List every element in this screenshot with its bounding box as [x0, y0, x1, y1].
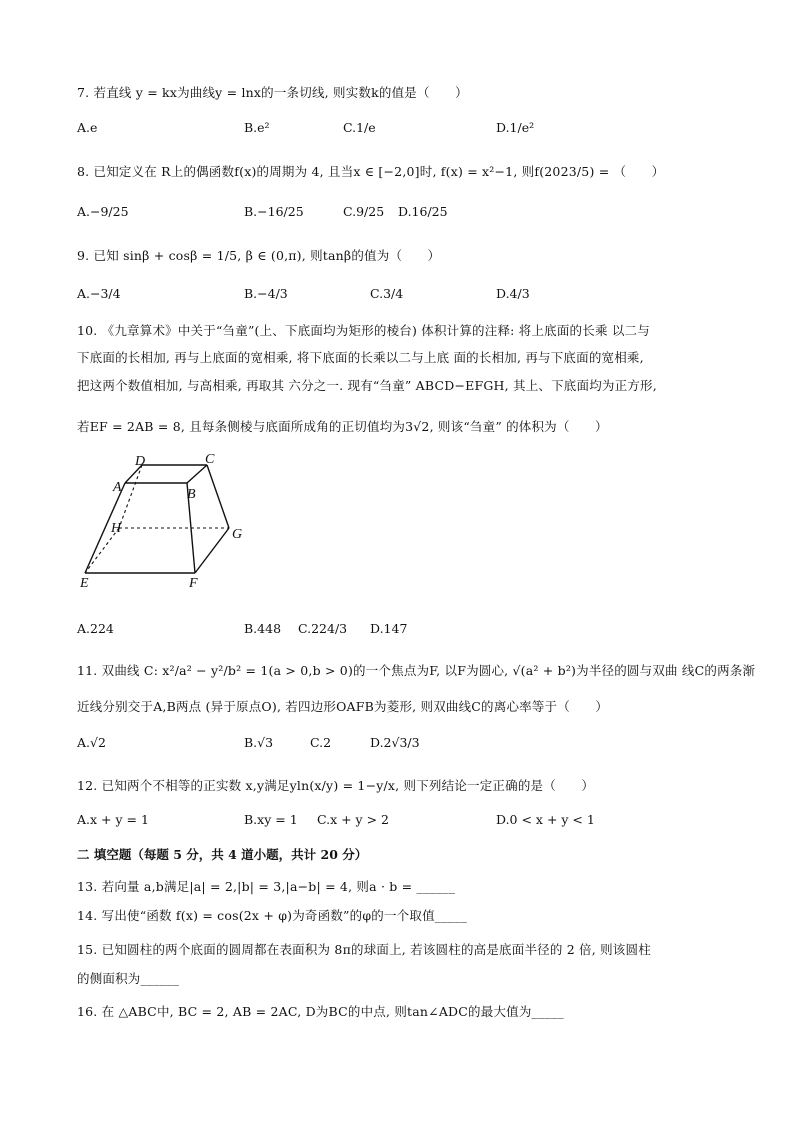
vertex-label-f: F: [189, 576, 198, 591]
q11-option-b: B.√3: [244, 735, 274, 750]
question-10-line-4: 若EF = 2AB = 8, 且每条侧棱与底面所成角的正切值均为3√2, 则该“刍童” 的体积为（ ）: [77, 419, 608, 434]
q10-option-b: B.448: [244, 621, 282, 636]
q8-option-c: C.9/25: [343, 204, 385, 219]
q10-option-c: C.224/3: [298, 621, 348, 636]
question-15-line-2: 的侧面积为______: [77, 971, 180, 986]
q11-option-d: D.2√3/3: [370, 735, 420, 750]
question-9: 9. 已知 sinβ + cosβ = 1/5, β ∈ (0,π), 则tanβ的值为（ ）: [77, 248, 441, 263]
q11-option-a: A.√2: [77, 735, 106, 750]
question-14: 14. 写出使“函数 f(x) = cos(2x + φ)为奇函数”的φ的一个取值_____: [77, 908, 468, 923]
question-16: 16. 在 △ABC中, BC = 2, AB = 2AC, D为BC的中点, 则tan∠ADC的最大值为_____: [77, 1004, 564, 1019]
vertex-label-b: B: [187, 487, 196, 502]
q11-option-c: C.2: [310, 735, 332, 750]
question-13: 13. 若向量 a,b满足|a| = 2,|b| = 3,|a−b| = 4, 则a · b = ______: [77, 879, 456, 894]
question-8: 8. 已知定义在 R上的偶函数f(x)的周期为 4, 且当x ∈ [−2,0]时, f(x) = x²−1, 则f(2023/5) = （ ）: [77, 164, 665, 179]
section-2-heading: 二 填空题（每题 5 分，共 4 道小题，共计 20 分）: [77, 847, 368, 862]
q9-option-b: B.−4/3: [244, 286, 288, 301]
q12-option-c: C.x + y > 2: [317, 812, 389, 827]
vertex-label-h: H: [111, 521, 122, 536]
q7-option-b: B.e²: [244, 120, 270, 135]
q7-option-a: A.e: [77, 120, 98, 135]
q8-option-b: B.−16/25: [244, 204, 304, 219]
q7-option-d: D.1/e²: [496, 120, 535, 135]
q7-option-c: C.1/e: [343, 120, 376, 135]
vertex-label-d: D: [135, 454, 146, 469]
question-15-line-1: 15. 已知圆柱的两个底面的圆周都在表面积为 8π的球面上, 若该圆柱的高是底面半径的 2 倍, 则该圆柱: [77, 942, 651, 957]
q10-option-d: D.147: [370, 621, 408, 636]
q10-option-a: A.224: [77, 621, 114, 636]
question-10-line-1: 10. 《九章算术》中关于“刍童”(上、下底面均为矩形的棱台) 体积计算的注释: 将上底面的长乘 以二与: [77, 323, 650, 338]
question-10-line-2: 下底面的长相加, 再与上底面的宽相乘, 将下底面的长乘以二与上底 面的长相加, 再与下底面的宽相乘,: [77, 350, 644, 365]
frustum-figure: [77, 453, 277, 603]
question-12: 12. 已知两个不相等的正实数 x,y满足yln(x/y) = 1−y/x, 则下列结论一定正确的是（ ）: [77, 778, 595, 793]
q8-option-a: A.−9/25: [77, 204, 129, 219]
question-10-line-3: 把这两个数值相加, 与高相乘, 再取其 六分之一. 现有“刍童” ABCD−EFGH, 其上、下底面均为正方形,: [77, 378, 657, 393]
q8-option-d: D.16/25: [398, 204, 448, 219]
q12-option-d: D.0 < x + y < 1: [496, 812, 595, 827]
q9-option-c: C.3/4: [370, 286, 404, 301]
question-11-line-1: 11. 双曲线 C: x²/a² − y²/b² = 1(a > 0,b > 0)的一个焦点为F, 以F为圆心, √(a² + b²)为半径的圆与双曲 线C的两条渐: [77, 663, 756, 678]
question-11-line-2: 近线分别交于A,B两点 (异于原点O), 若四边形OAFB为菱形, 则双曲线C的离心率等于（ ）: [77, 699, 609, 714]
vertex-label-c: C: [205, 453, 215, 467]
vertex-label-e: E: [80, 576, 89, 591]
vertex-label-a: A: [113, 480, 122, 495]
q9-option-d: D.4/3: [496, 286, 530, 301]
question-7: 7. 若直线 y = kx为曲线y = lnx的一条切线, 则实数k的值是（ ）: [77, 85, 468, 100]
q9-option-a: A.−3/4: [77, 286, 121, 301]
q12-option-a: A.x + y = 1: [77, 812, 149, 827]
vertex-label-g: G: [232, 527, 243, 542]
q12-option-b: B.xy = 1: [244, 812, 298, 827]
